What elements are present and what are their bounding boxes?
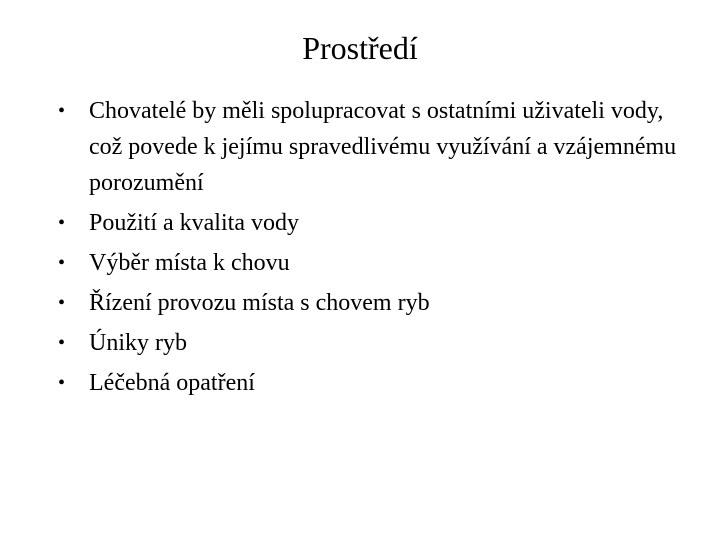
bullet-item	[58, 283, 678, 323]
bullet-icon: •	[58, 292, 66, 314]
bullet-icon: •	[58, 100, 66, 122]
bullet-item	[58, 91, 678, 203]
bullet-icon: •	[58, 372, 66, 394]
slide-title: Prostředí	[302, 30, 418, 66]
bullet-text: Léčebná opatření	[89, 370, 255, 396]
bullet-text: Použití a kvalita vody	[89, 210, 299, 236]
bullet-icon: •	[58, 212, 66, 234]
bullet-text: Výběr místa k chovu	[89, 250, 290, 276]
bullet-icon: •	[58, 332, 66, 354]
bullet-icon: •	[58, 252, 66, 274]
bullet-text: Chovatelé by měli spolupracovat s ostatními uživateli vody, což povede k jejímu spravedlivému využívání a vzájemnému porozumění	[89, 98, 677, 196]
bullet-list	[58, 91, 678, 403]
bullet-item	[58, 243, 678, 283]
bullet-text: Úniky ryb	[89, 330, 187, 356]
bullet-text: Řízení provozu místa s chovem ryb	[89, 290, 430, 316]
bullet-item	[58, 203, 678, 243]
bullet-item	[58, 363, 678, 403]
bullet-item	[58, 323, 678, 363]
